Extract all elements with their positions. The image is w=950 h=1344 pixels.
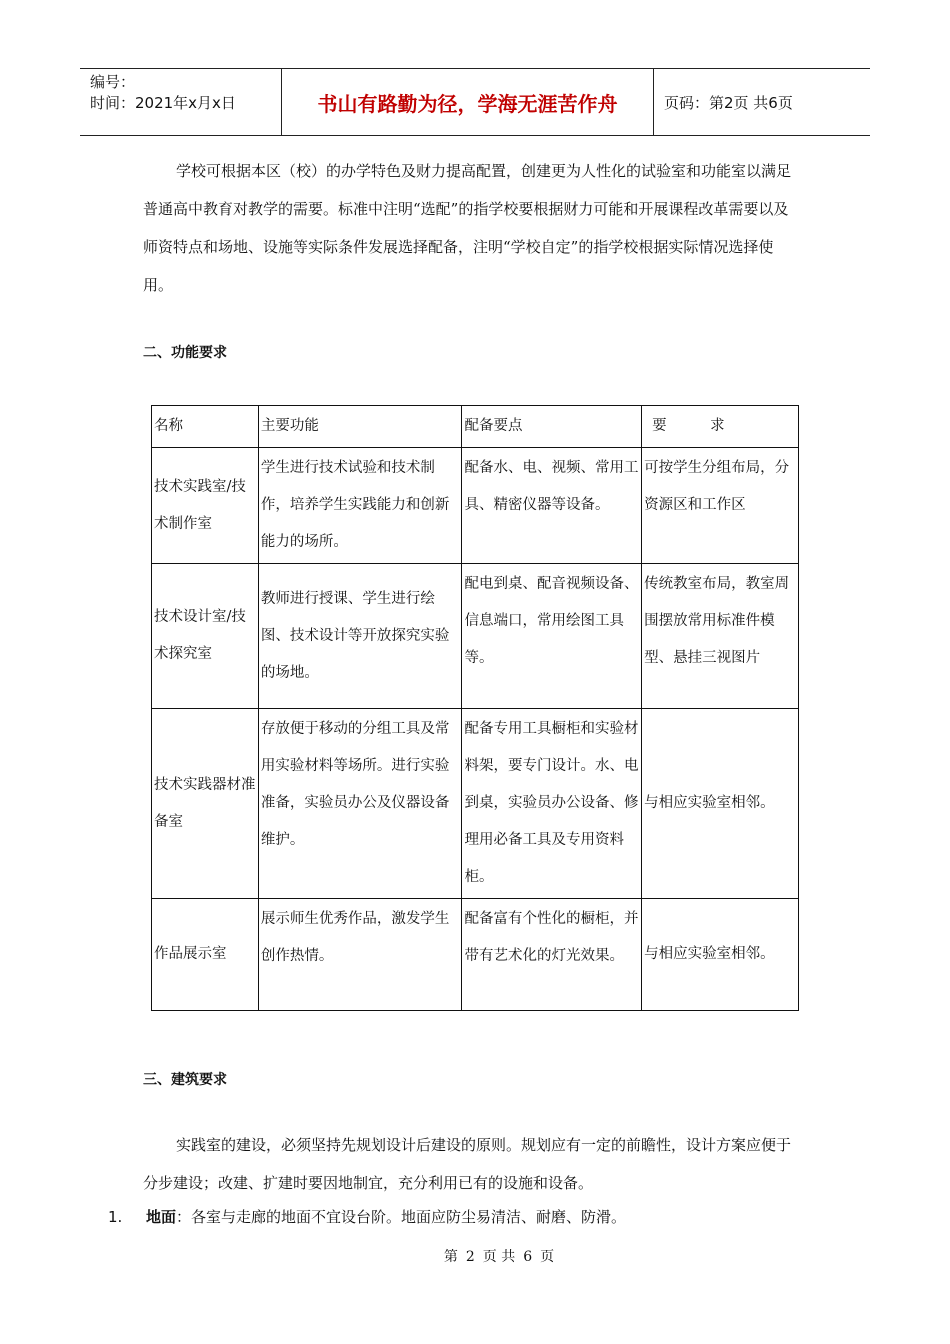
- list-item-text: ：各室与走廊的地面不宜设台阶。地面应防尘易清洁、耐磨、防滑。: [176, 1208, 627, 1226]
- table-header-row: [152, 406, 799, 448]
- row-name: 作品展示室: [152, 899, 259, 1011]
- document-header: [80, 68, 870, 136]
- function-requirements-table: [151, 405, 799, 1011]
- row-equipment: 配备富有个性化的橱柜，并带有艺术化的灯光效果。: [462, 899, 642, 1011]
- table-row: [152, 564, 799, 709]
- intro-paragraph: 学校可根据本区（校）的办学特色及财力提高配置，创建更为人性化的试验室和功能室以满足普通高中教育对教学的需要。标准中注明“选配”的指学校要根据财力可能和开展课程改革需要以及师资特点和场地、设施等实际条件发展选择配备，注明“学校自定”的指学校根据实际情况选择使用。: [143, 162, 792, 294]
- header-motto: 书山有路勤为径，学海无涯苦作舟: [282, 69, 654, 135]
- row-name: 技术设计室/技术探究室: [152, 564, 259, 709]
- row-equipment: 配备水、电、视频、常用工具、精密仪器等设备。: [462, 448, 642, 564]
- list-item-keyword: 地面: [146, 1208, 177, 1226]
- header-cell-equipment: 配备要点: [462, 406, 642, 448]
- footer-mid: 页 共: [482, 1249, 516, 1265]
- row-equipment: 配电到桌、配音视频设备、信息端口，常用绘图工具等。: [462, 564, 642, 709]
- row-requirement: 与相应实验室相邻。: [642, 709, 799, 899]
- row-requirement: 可按学生分组布局，分资源区和工作区: [642, 448, 799, 564]
- footer-page-number: 2: [465, 1249, 475, 1265]
- table-row: [152, 709, 799, 899]
- row-function: 学生进行技术试验和技术制作，培养学生实践能力和创新能力的场所。: [258, 448, 462, 564]
- row-name: 技术实践室/技术制作室: [152, 448, 259, 564]
- row-function: 存放便于移动的分组工具及常用实验材料等场所。进行实验准备，实验员办公及仪器设备维护。: [258, 709, 462, 899]
- table-row: [152, 899, 799, 1011]
- row-requirement: 传统教室布局，教室周围摆放常用标准件模型、悬挂三视图片: [642, 564, 799, 709]
- header-meta: [80, 69, 282, 135]
- section-2-title: 二、功能要求: [143, 345, 227, 361]
- list-item: [108, 1206, 626, 1228]
- header-cell-requirement: 要 求: [642, 406, 799, 448]
- table-row: [152, 448, 799, 564]
- section-3-title: 三、建筑要求: [143, 1072, 227, 1088]
- time-label: 时间：2021年x月x日: [90, 94, 236, 112]
- row-requirement: 与相应实验室相邻。: [642, 899, 799, 1011]
- row-function: 教师进行授课、学生进行绘图、技术设计等开放探究实验的场地。: [258, 564, 462, 709]
- footer-prefix: 第: [443, 1249, 458, 1265]
- header-cell-name: 名称: [152, 406, 259, 448]
- header-page-label: 页码：第2页 共6页: [664, 93, 793, 112]
- row-function: 展示师生优秀作品，激发学生创作热情。: [258, 899, 462, 1011]
- building-paragraph: 实践室的建设，必须坚持先规划设计后建设的原则。规划应有一定的前瞻性，设计方案应便于分步建设；改建、扩建时要因地制宜，充分利用已有的设施和设备。: [143, 1136, 792, 1192]
- row-equipment: 配备专用工具橱柜和实验材料架，要专门设计。水、电到桌，实验员办公设备、修理用必备工具及专用资料柜。: [462, 709, 642, 899]
- header-cell-function: 主要功能: [258, 406, 462, 448]
- page-footer: [0, 1246, 950, 1266]
- list-item-number: 1.: [108, 1208, 123, 1226]
- footer-total: 6: [523, 1249, 533, 1265]
- footer-suffix: 页: [540, 1249, 555, 1265]
- number-label: 编号：: [90, 73, 136, 91]
- row-name: 技术实践器材准备室: [152, 709, 259, 899]
